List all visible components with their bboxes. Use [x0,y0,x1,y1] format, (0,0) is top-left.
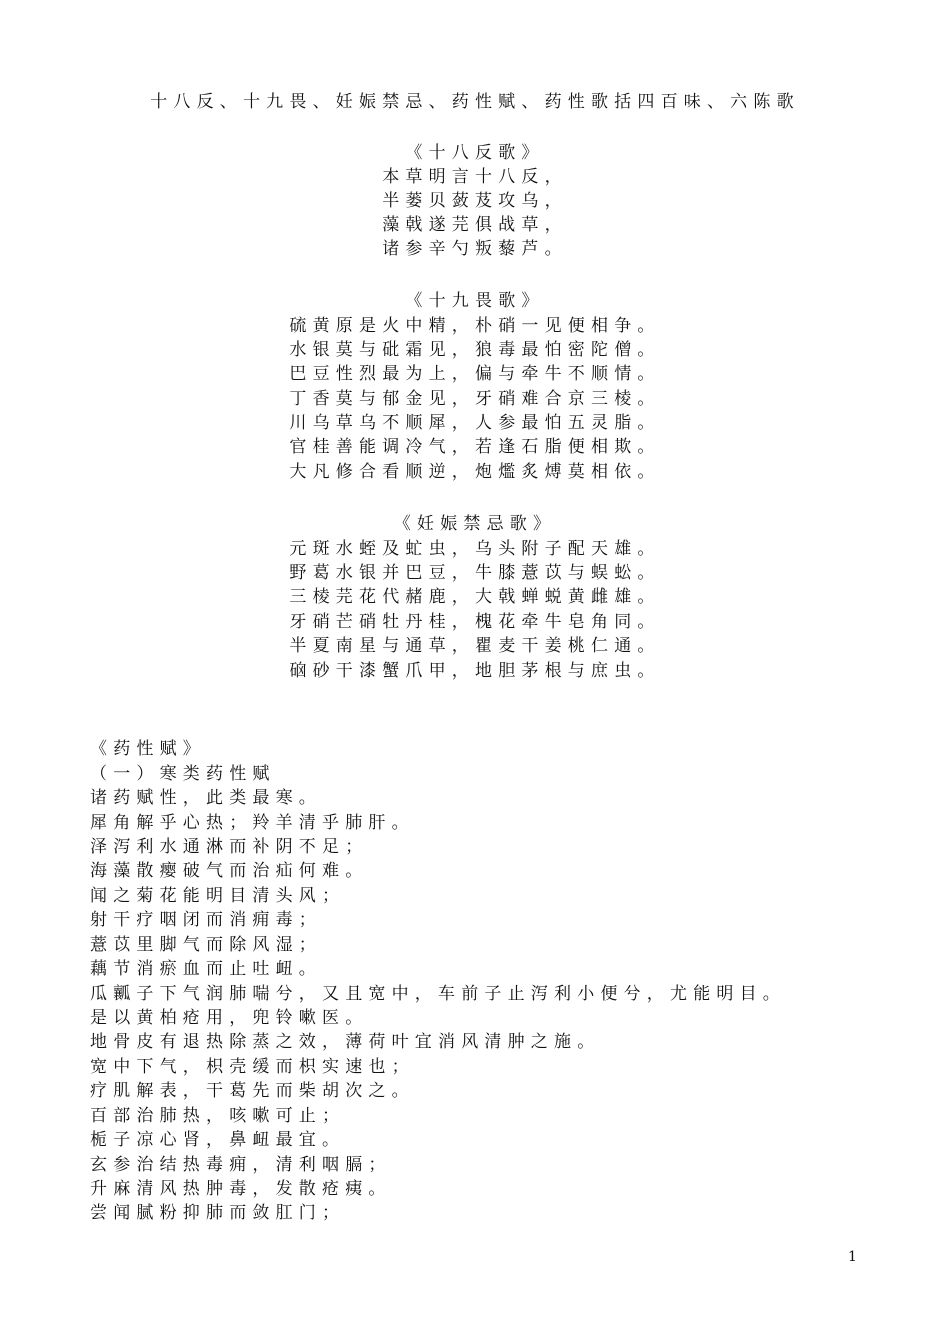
verse-line: 丁香莫与郁金见，牙硝难合京三棱。 [289,389,661,409]
prose-line: 藕节消瘀血而止吐衄。 [90,959,322,979]
prose-line: 宽中下气，枳壳缓而枳实速也； [90,1057,415,1077]
prose-line: 栀子凉心肾，鼻衄最宜。 [90,1130,346,1150]
section-heading-shijiuwei: 《十九畏歌》 [405,291,545,311]
verse-line: 官桂善能调冷气，若逢石脂便相欺。 [289,437,661,457]
page-title: 十八反、十九畏、妊娠禁忌、药性赋、药性歌括四百味、六陈歌 [150,92,800,112]
prose-line: 闻之菊花能明目清头风； [90,886,346,906]
prose-line: 是以黄柏疮用，兜铃嗽医。 [90,1008,369,1028]
verse-line: 元斑水蛭及虻虫，乌头附子配天雄。 [289,539,661,559]
section-heading-shibafan: 《十八反歌》 [405,143,545,163]
verse-line: 诸参辛勺叛藜芦。 [382,239,568,259]
prose-line: 射干疗咽闭而消痈毒； [90,910,322,930]
verse-line: 川乌草乌不顺犀，人参最怕五灵脂。 [289,413,661,433]
verse-line: 半蒌贝蔹芨攻乌， [382,191,568,211]
verse-line: 牙硝芒硝牡丹桂，槐花牵牛皂角同。 [289,612,661,632]
verse-line: 野葛水银并巴豆，牛膝薏苡与蜈蚣。 [289,563,661,583]
prose-line: 薏苡里脚气而除风湿； [90,935,322,955]
section-subheading: （一）寒类药性赋 [90,764,276,784]
verse-line: 本草明言十八反， [382,167,568,187]
prose-line: 海藻散瘿破气而治疝何难。 [90,861,369,881]
verse-line: 三棱芫花代赭鹿，大戟蝉蜕黄雌雄。 [289,587,661,607]
prose-line: 泽泻利水通淋而补阴不足； [90,837,369,857]
prose-line: 犀角解乎心热；羚羊清乎肺肝。 [90,813,415,833]
prose-line: 地骨皮有退热除蒸之效，薄荷叶宜消风清肿之施。 [90,1032,601,1052]
verse-line: 大凡修合看顺逆，炮爁炙煿莫相依。 [289,462,661,482]
verse-line: 水银莫与砒霜见，狼毒最怕密陀僧。 [289,340,661,360]
verse-line: 半夏南星与通草，瞿麦干姜桃仁通。 [289,636,661,656]
section-heading-renshen: 《妊娠禁忌歌》 [393,514,557,534]
prose-line: 玄参治结热毒痈，清利咽膈； [90,1155,392,1175]
prose-line: 百部治肺热，咳嗽可止； [90,1106,346,1126]
prose-line: 诸药赋性，此类最寒。 [90,788,322,808]
prose-line: 尝闻腻粉抑肺而敛肛门； [90,1203,346,1223]
section-heading-yaoxingfu: 《药性赋》 [90,739,206,759]
prose-line: 升麻清风热肿毒，发散疮痍。 [90,1179,392,1199]
prose-line: 瓜瓤子下气润肺喘兮，又且宽中，车前子止泻利小便兮，尤能明目。 [90,984,786,1004]
verse-line: 硇砂干漆蟹爪甲，地胆茅根与庶虫。 [289,661,661,681]
page-number: 1 [848,1249,857,1265]
verse-line: 硫黄原是火中精，朴硝一见便相争。 [289,316,661,336]
prose-line: 疗肌解表，干葛先而柴胡次之。 [90,1081,415,1101]
verse-line: 藻戟遂芫俱战草， [382,215,568,235]
verse-line: 巴豆性烈最为上，偏与牵牛不顺情。 [289,364,661,384]
